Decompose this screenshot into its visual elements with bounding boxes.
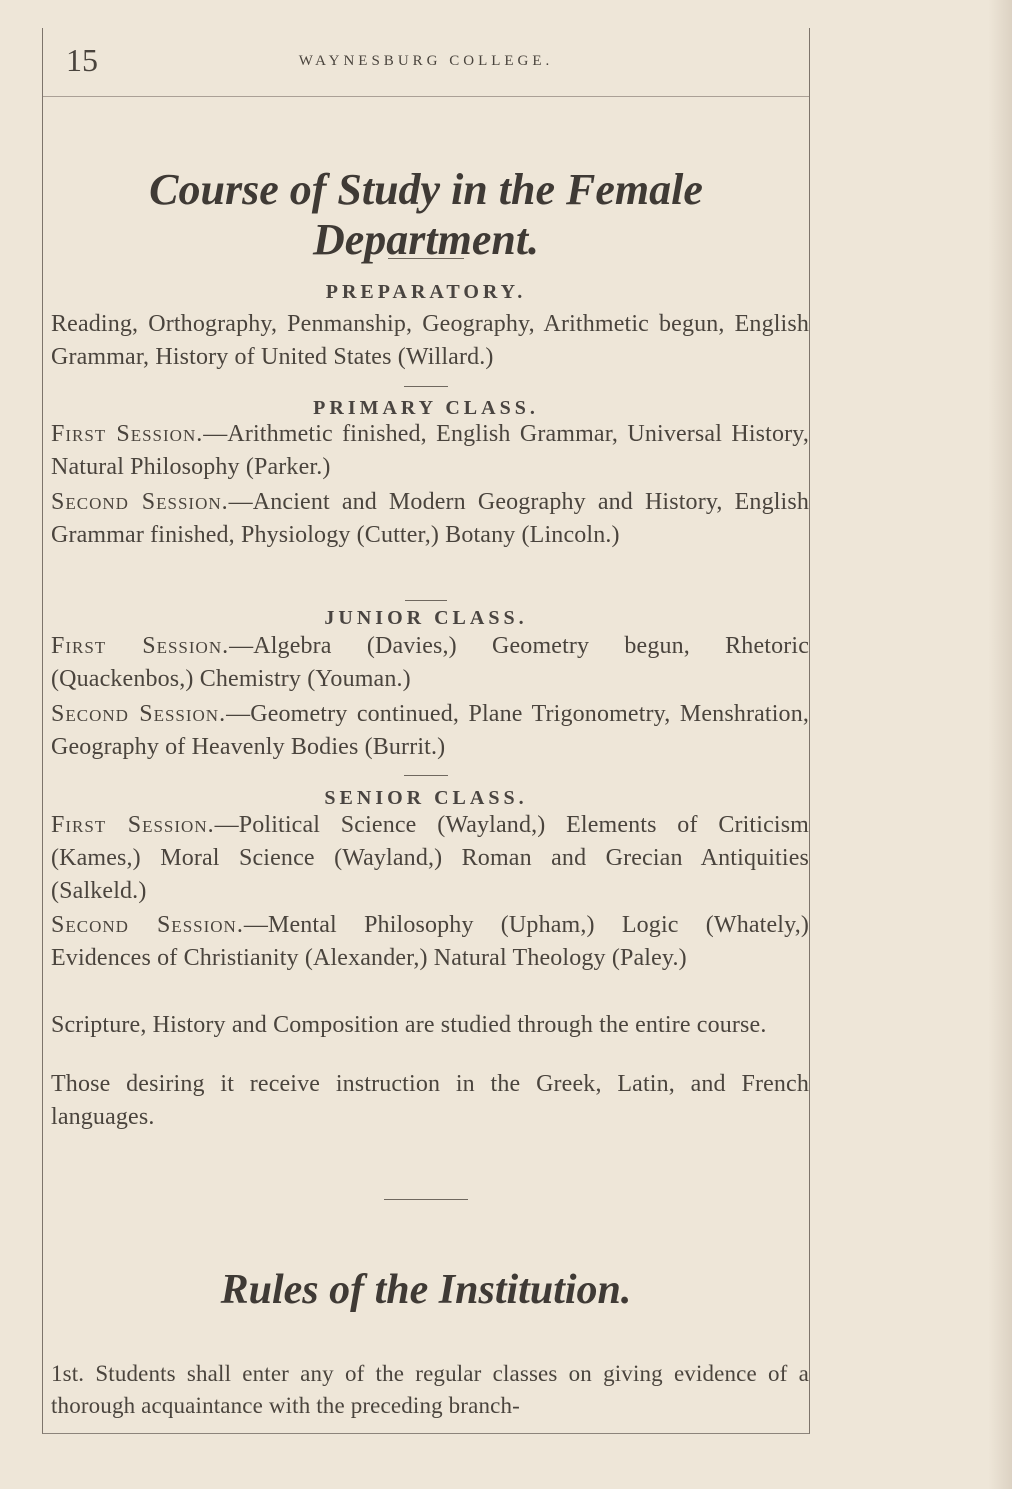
session-label: First Session. xyxy=(51,812,215,838)
curriculum-note: Scripture, History and Composition are studied through the entire course. xyxy=(51,1012,767,1038)
session-text: —Mental Philosophy (Upham,) Logic (Whately,) Evidences of Christianity (Alexander,) Natural Theology (Paley.) xyxy=(51,912,809,971)
preparatory-text: Reading, Orthography, Penmanship, Geography, Arithmetic begun, English Grammar, History of United States (Willard.) xyxy=(51,311,809,370)
divider-rule xyxy=(404,386,448,387)
session-label: Second Session. xyxy=(51,912,244,938)
language-note: Those desiring it receive instruction in the Greek, Latin, and French languages. xyxy=(51,1071,809,1130)
senior-first-session xyxy=(51,809,809,908)
divider-rule xyxy=(388,258,464,259)
section-title-primary: PRIMARY CLASS. xyxy=(313,397,539,419)
primary-second-session xyxy=(51,486,809,552)
section-title-senior: SENIOR CLASS. xyxy=(324,787,528,809)
session-text: —Political Science (Wayland,) Elements of Criticism (Kames,) Moral Science (Wayland,) Roman and Grecian Antiquities (Salkeld.) xyxy=(51,812,809,904)
junior-second-session xyxy=(51,698,809,764)
session-label: Second Session. xyxy=(51,701,227,727)
junior-first-session xyxy=(51,630,809,696)
session-label: Second Session. xyxy=(51,489,229,515)
running-head: WAYNESBURG COLLEGE. xyxy=(298,53,554,69)
section-title-junior: JUNIOR CLASS. xyxy=(324,607,528,629)
divider-rule xyxy=(405,600,447,601)
session-text: —Algebra (Davies,) Geometry begun, Rhetoric (Quackenbos,) Chemistry (Youman.) xyxy=(51,633,809,692)
divider-rule xyxy=(384,1199,468,1200)
page-number: 15 xyxy=(66,42,98,78)
section-title-preparatory: PREPARATORY. xyxy=(325,281,527,303)
rules-title: Rules of the Institution. xyxy=(220,1267,632,1313)
header xyxy=(43,44,809,97)
session-label: First Session. xyxy=(51,421,204,447)
page-frame xyxy=(42,28,810,1434)
page-edge-shadow xyxy=(988,0,1012,1489)
session-label: First Session. xyxy=(51,633,230,659)
primary-first-session xyxy=(51,418,809,484)
session-text: —Ancient and Modern Geography and History, English Grammar finished, Physiology (Cutter,) Botany (Lincoln.) xyxy=(51,489,809,548)
course-title: Course of Study in the Female Department. xyxy=(149,165,703,264)
session-text: —Geometry continued, Plane Trigonometry, Menshration, Geography of Heavenly Bodies (Burrit.) xyxy=(51,701,809,760)
session-text: —Arithmetic finished, English Grammar, Universal History, Natural Philosophy (Parker.) xyxy=(51,421,809,480)
senior-second-session xyxy=(51,909,809,975)
rule-1-text: 1st. Students shall enter any of the regular classes on giving evidence of a thorough acquaintance with the preceding branch- xyxy=(51,1361,809,1418)
divider-rule xyxy=(404,775,448,776)
